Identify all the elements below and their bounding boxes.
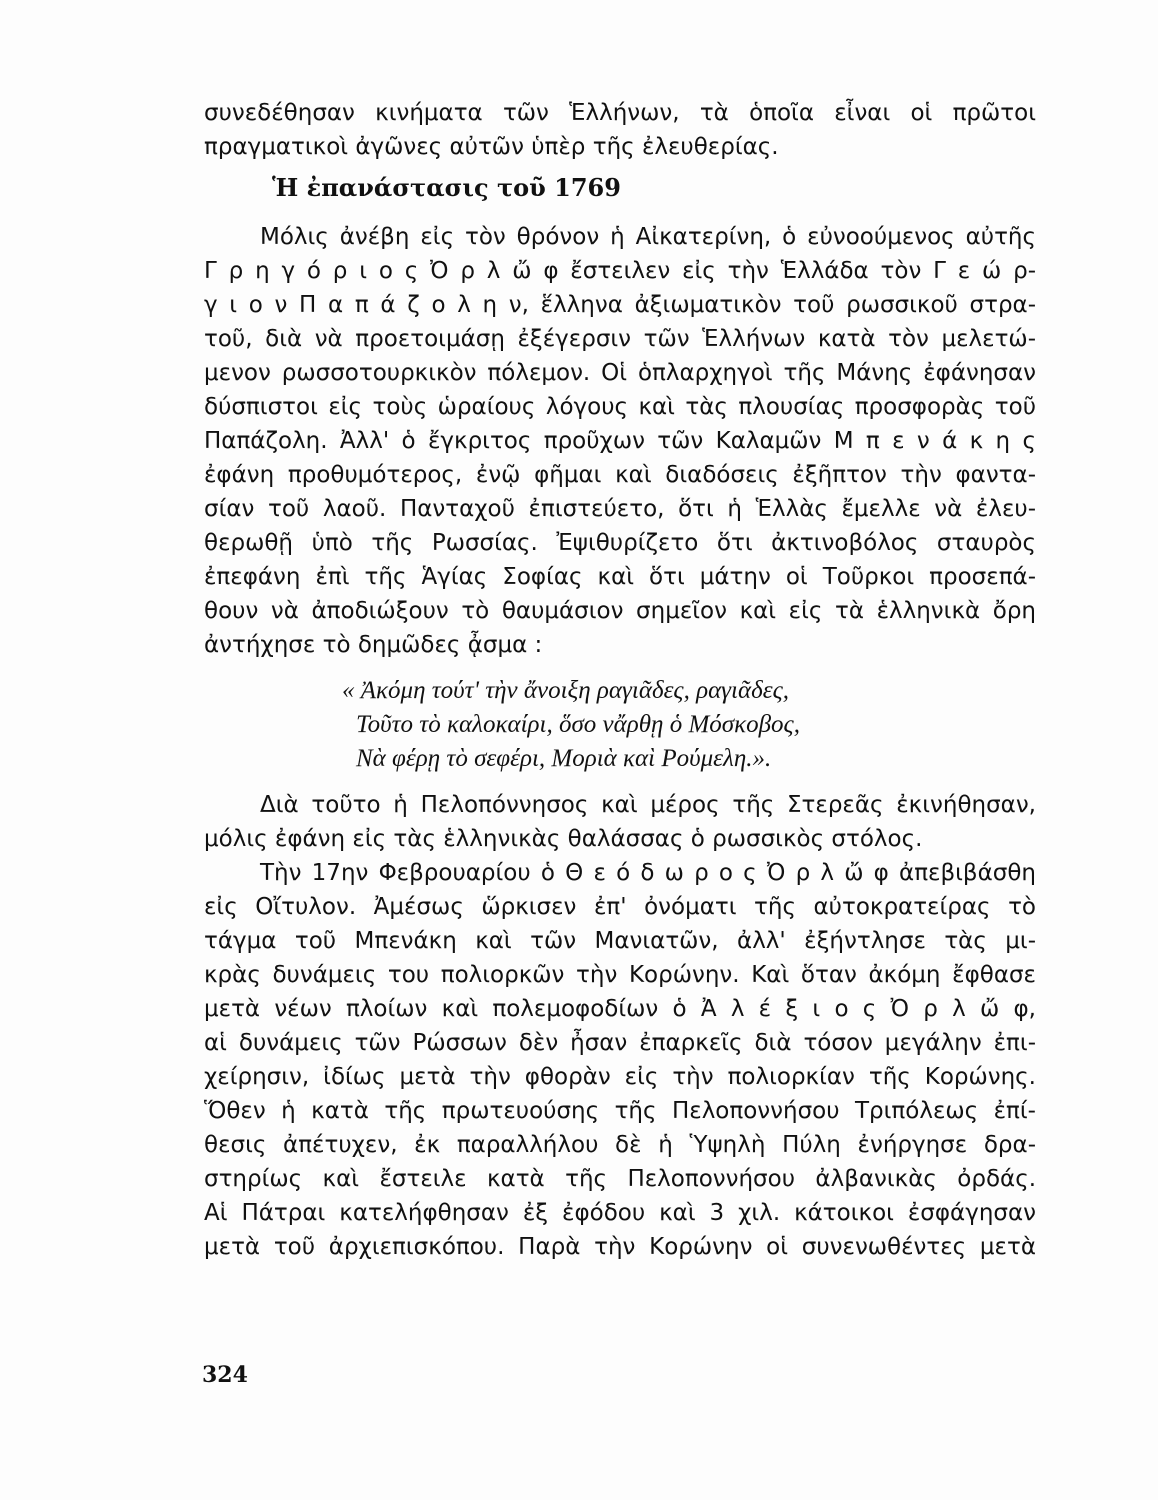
text-line: μετὰ τοῦ ἀρχιεπισκόπου. Παρὰ τὴν Κορώνην οἱ συνενωθέντες μετὰ bbox=[204, 1234, 1036, 1260]
text-line: Τὴν 17ην Φεβρουαρίου ὁ Θ ε ό δ ω ρ ο ς Ὀ ρ λ ὤ φ ἀπεβιβάσθη bbox=[260, 860, 1036, 886]
text-line: Αἱ Πάτραι κατελήφθησαν ἐξ ἐφόδου καὶ 3 χιλ. κάτοικοι ἐσφάγησαν bbox=[204, 1200, 1036, 1226]
page-number: 324 bbox=[202, 1362, 248, 1388]
text-line: δύσπιστοι εἰς τοὺς ὡραίους λόγους καὶ τὰς πλουσίας προσφορὰς τοῦ bbox=[204, 394, 1036, 420]
text-line: Παπάζολη. Ἀλλ' ὁ ἔγκριτος προῦχων τῶν Καλαμῶν Μ π ε ν ά κ η ς bbox=[204, 428, 1036, 454]
body-text bbox=[204, 96, 1036, 1264]
text-line: Μόλις ἀνέβη εἰς τὸν θρόνον ἡ Αἰκατερίνη, ὁ εὐνοούμενος αὐτῆς bbox=[260, 224, 1036, 250]
verse-line: Τοῦτο τὸ καλοκαίρι, ὅσο νἄρθῃ ὁ Μόσκοβος, bbox=[356, 711, 800, 738]
text-line: ἀντήχησε τὸ δημῶδες ᾆσμα : bbox=[204, 632, 543, 658]
text-line: σίαν τοῦ λαοῦ. Πανταχοῦ ἐπιστεύετο, ὅτι ἡ Ἑλλὰς ἔμελλε νὰ ἐλευ- bbox=[204, 496, 1036, 522]
text-line: θερωθῇ ὑπὸ τῆς Ρωσσίας. Ἐψιθυρίζετο ὅτι ἀκτινοβόλος σταυρὸς bbox=[204, 530, 1036, 556]
text-line: ἐπεφάνη ἐπὶ τῆς Ἁγίας Σοφίας καὶ ὅτι μάτην οἱ Τοῦρκοι προσεπά- bbox=[204, 564, 1036, 590]
text-line: θεσις ἀπέτυχεν, ἐκ παραλλήλου δὲ ἡ Ὑψηλὴ Πύλη ἐνήργησε δρα- bbox=[204, 1132, 1036, 1158]
section-heading: Ἡ ἐπανάστασις τοῦ 1769 bbox=[272, 173, 621, 202]
text-line: γ ι ο ν Π α π ά ζ ο λ η ν, ἕλληνα ἀξιωματικὸν τοῦ ρωσσικοῦ στρα- bbox=[204, 292, 1036, 318]
text-line: κρὰς δυνάμεις του πολιορκῶν τὴν Κορώνην. Καὶ ὅταν ἀκόμη ἔφθασε bbox=[204, 962, 1036, 988]
text-line: στηρίως καὶ ἔστειλε κατὰ τῆς Πελοποννήσου ἀλβανικὰς ὀρδάς. bbox=[204, 1166, 1036, 1192]
text-line: συνεδέθησαν κινήματα τῶν Ἑλλήνων, τὰ ὁποῖα εἶναι οἱ πρῶτοι bbox=[204, 100, 1036, 126]
text-line: τάγμα τοῦ Μπενάκη καὶ τῶν Μανιατῶν, ἀλλ' ἐξήντλησε τὰς μι- bbox=[204, 928, 1036, 954]
text-line: χείρησιν, ἰδίως μετὰ τὴν φθορὰν εἰς τὴν πολιορκίαν τῆς Κορώνης. bbox=[204, 1064, 1036, 1090]
text-line: ἐφάνη προθυμότερος, ἐνῷ φῆμαι καὶ διαδόσεις ἐξῆπτον τὴν φαντα- bbox=[204, 462, 1036, 488]
text-line: αἱ δυνάμεις τῶν Ρώσσων δὲν ἦσαν ἐπαρκεῖς διὰ τόσον μεγάλην ἐπι- bbox=[204, 1030, 1036, 1056]
verse-line: « Ἀκόμη τούτ' τὴν ἄνοιξη ραγιᾶδες, ραγιᾶδες, bbox=[342, 677, 789, 704]
text-line: Γ ρ η γ ό ρ ι ο ς Ὀ ρ λ ὤ φ ἔστειλεν εἰς τὴν Ἑλλάδα τὸν Γ ε ώ ρ- bbox=[204, 258, 1036, 284]
text-line: μόλις ἐφάνη εἰς τὰς ἑλληνικὰς θαλάσσας ὁ ρωσσικὸς στόλος. bbox=[204, 826, 923, 852]
text-line: μενον ρωσσοτουρκικὸν πόλεμον. Οἱ ὁπλαρχηγοὶ τῆς Μάνης ἐφάνησαν bbox=[204, 360, 1036, 386]
text-line: θουν νὰ ἀποδιώξουν τὸ θαυμάσιον σημεῖον καὶ εἰς τὰ ἑλληνικὰ ὄρη bbox=[204, 598, 1036, 624]
text-line: μετὰ νέων πλοίων καὶ πολεμοφοδίων ὁ Ἀ λ έ ξ ι ο ς Ὀ ρ λ ὤ φ, bbox=[204, 996, 1036, 1022]
text-line: πραγματικοὶ ἀγῶνες αὐτῶν ὑπὲρ τῆς ἐλευθερίας. bbox=[204, 134, 779, 160]
text-line: εἰς Οἴτυλον. Ἀμέσως ὥρκισεν ἐπ' ὀνόματι τῆς αὐτοκρατείρας τὸ bbox=[204, 894, 1036, 920]
verse-line: Νὰ φέρῃ τὸ σεφέρι, Μοριὰ καὶ Ρούμελη.». bbox=[356, 745, 772, 772]
text-line: Διὰ τοῦτο ἡ Πελοπόννησος καὶ μέρος τῆς Στερεᾶς ἐκινήθησαν, bbox=[260, 792, 1036, 818]
text-line: Ὅθεν ἡ κατὰ τῆς πρωτευούσης τῆς Πελοποννήσου Τριπόλεως ἐπί- bbox=[204, 1098, 1036, 1124]
text-line: τοῦ, διὰ νὰ προετοιμάσῃ ἐξέγερσιν τῶν Ἑλλήνων κατὰ τὸν μελετώ- bbox=[204, 326, 1036, 352]
